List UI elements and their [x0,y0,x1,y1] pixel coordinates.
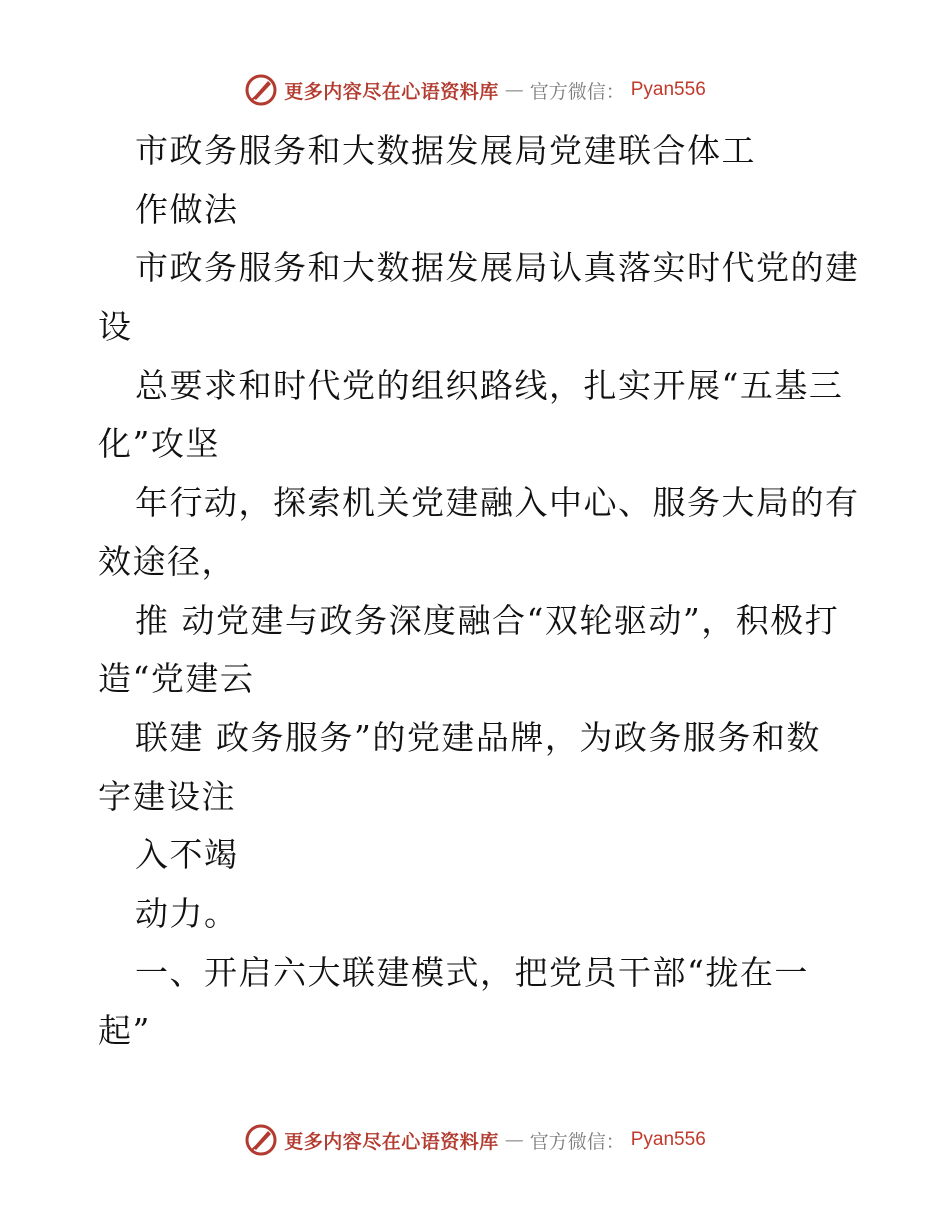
header-watermark [0,70,950,110]
watermark-contact-id: Pyan556 [630,1129,706,1150]
watermark-brand: 更多内容尽在心语资料库 [284,80,499,103]
text-line: 动力。 [135,893,239,933]
text-line: 作做法 [135,189,239,229]
document-body [98,122,858,1061]
watermark-separator: — [504,79,524,101]
text-line: 起” [98,1011,151,1051]
text-line: 市政务服务和大数据发展局党建联合体工 [135,131,756,170]
watermark-contact-id: Pyan556 [630,79,706,100]
quill-seal-icon [244,1123,278,1157]
text-line: 总要求和时代党的组织路线，扎实开展“五基三 [135,365,844,405]
text-line: 市政务服务和大数据发展局认真落实时代党的建 [135,248,860,288]
watermark-contact-label: 官方微信： [529,1130,625,1153]
watermark-contact-label: 官方微信： [529,80,625,103]
watermark-brand: 更多内容尽在心语资料库 [284,1130,499,1153]
text-line: 联建 政务服务”的党建品牌，为政务服务和数 [135,717,821,757]
text-line: 效途径， [98,541,236,581]
text-line: 字建设注 [98,776,236,816]
text-line: 一、开启六大联建模式，把党员干部“拢在一 [135,952,809,992]
text-line: 年行动，探索机关党建融入中心、服务大局的有 [135,483,860,523]
quill-seal-icon [244,73,278,107]
text-line: 化”攻坚 [98,424,220,464]
text-line: 造“党建云 [98,659,255,699]
footer-watermark [0,1120,950,1160]
text-line: 设 [98,307,133,347]
text-line: 推 动党建与政务深度融合“双轮驱动”，积极打 [135,600,840,640]
text-line: 入不竭 [135,835,239,875]
watermark-separator: — [504,1129,524,1151]
